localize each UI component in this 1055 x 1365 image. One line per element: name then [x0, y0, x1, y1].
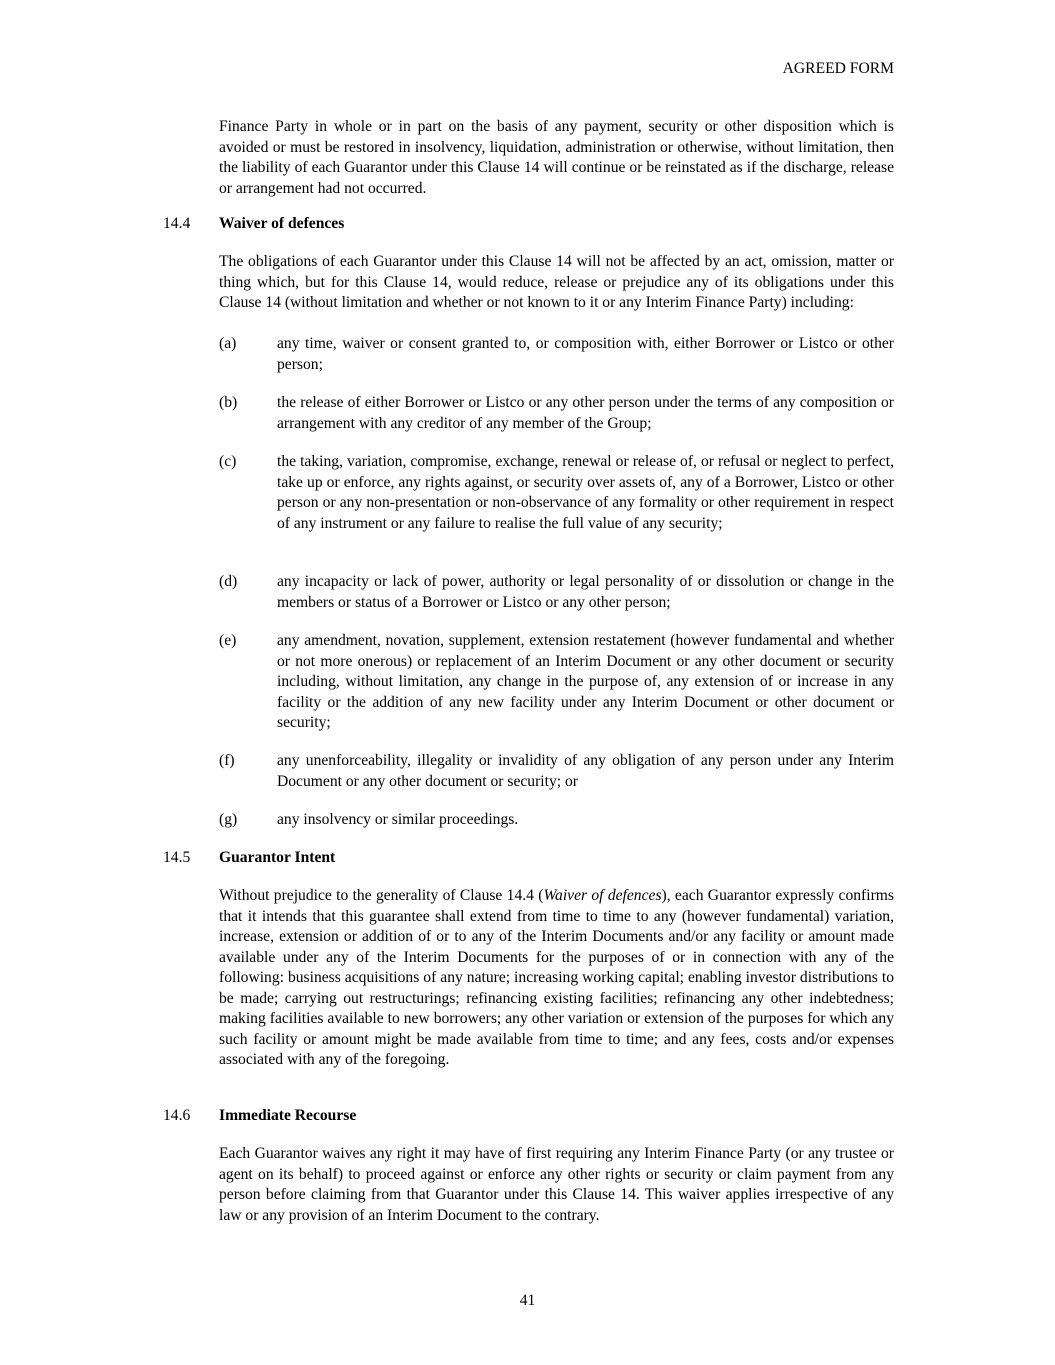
list-marker: (d) — [219, 573, 238, 590]
section-14-5-heading — [163, 848, 335, 869]
section-number: 14.5 — [163, 849, 191, 866]
section-14-5-paragraph — [219, 886, 894, 1071]
list-item-text: any incapacity or lack of power, authority or legal personality of or dissolution or change in the members or status of a Borrower or Listco or any other person; — [277, 573, 894, 611]
list-item — [219, 751, 894, 792]
list-item-text: any time, waiver or consent granted to, or composition with, either Borrower or Listco or other person; — [277, 335, 894, 373]
list-item-text: any unenforceability, illegality or invalidity of any obligation of any person under any Interim Document or any other document or security; or — [277, 752, 894, 790]
list-item-text: any insolvency or similar proceedings. — [277, 811, 519, 828]
section-number: 14.4 — [163, 215, 191, 232]
text-segment: ), each Guarantor expressly confirms that it intends that this guarantee shall extend from time to time to any (however fundamental) variation, increase, extension or addition of or to any of the Interim Documents and/or any facility or amount made available under any of the Interim Documents for the purposes of or in connection with any of the following: business acquisitions of any nature; increasing working capital; enabling investor distributions to be made; carrying out restructurings; refinancing existing facilities; refinancing any other indebtedness; making facilities available to new borrowers; any other variation or extension of the purposes for which any such facility or amount might be made available from time to time; and any fees, costs and/or expenses associated with any of the foregoing. — [219, 887, 894, 1068]
text-segment: Without prejudice to the generality of Clause 14.4 ( — [219, 887, 544, 904]
list-item — [219, 452, 894, 534]
section-number: 14.6 — [163, 1107, 191, 1124]
section-14-4-heading — [163, 214, 344, 235]
continuation-paragraph: Finance Party in whole or in part on the basis of any payment, security or other disposition which is avoided or must be restored in insolvency, liquidation, administration or otherwise, without limitation, then the liability of each Guarantor under this Clause 14 will continue or be reinstated as if the discharge, release or arrangement had not occurred. — [219, 118, 894, 197]
list-marker: (b) — [219, 394, 238, 411]
section-14-4-intro: The obligations of each Guarantor under this Clause 14 will not be affected by an act, omission, matter or thing which, but for this Clause 14, would reduce, release or prejudice any of its obligations under this Clause 14 (without limitation and whether or not known to it or any Interim Finance Party) including: — [219, 253, 894, 311]
clause-reference-italic: Waiver of defences — [543, 887, 662, 904]
section-title: Waiver of defences — [219, 215, 345, 232]
list-item — [219, 334, 894, 375]
section-title: Immediate Recourse — [219, 1107, 357, 1124]
list-item — [219, 393, 894, 434]
list-marker: (g) — [219, 811, 238, 828]
list-marker: (c) — [219, 453, 237, 470]
list-marker: (a) — [219, 335, 237, 352]
list-marker: (e) — [219, 632, 237, 649]
list-item — [219, 631, 894, 734]
section-14-6-paragraph: Each Guarantor waives any right it may have of first requiring any Interim Finance Party (or any trustee or agent on its behalf) to proceed against or enforce any other rights or security or claim payment from any person before claiming from that Guarantor under this Clause 14. This waiver applies irrespective of any law or any provision of an Interim Document to the contrary. — [219, 1145, 894, 1224]
section-title: Guarantor Intent — [219, 849, 336, 866]
header-agreed-form: AGREED FORM — [782, 60, 894, 77]
list-item-text: the taking, variation, compromise, exchange, renewal or release of, or refusal or neglect to perfect, take up or enforce, any rights against, or security over assets of, any of a Borrower, Listco or other person or any non-presentation or non-observance of any formality or other requirement in respect of any instrument or any failure to realise the full value of any security; — [277, 453, 894, 532]
section-14-6-heading — [163, 1106, 356, 1127]
list-item — [219, 572, 894, 613]
list-item — [219, 810, 894, 831]
list-item-text: any amendment, novation, supplement, extension restatement (however fundamental and whether or not more onerous) or replacement of an Interim Document or any other document or security including, without limitation, any change in the purpose of, any extension of or increase in any facility or the addition of any new facility under any Interim Document or other document or security; — [277, 632, 894, 731]
page-number: 41 — [519, 1292, 536, 1309]
list-item-text: the release of either Borrower or Listco or any other person under the terms of any composition or arrangement with any creditor of any member of the Group; — [277, 394, 894, 432]
list-marker: (f) — [219, 752, 235, 769]
